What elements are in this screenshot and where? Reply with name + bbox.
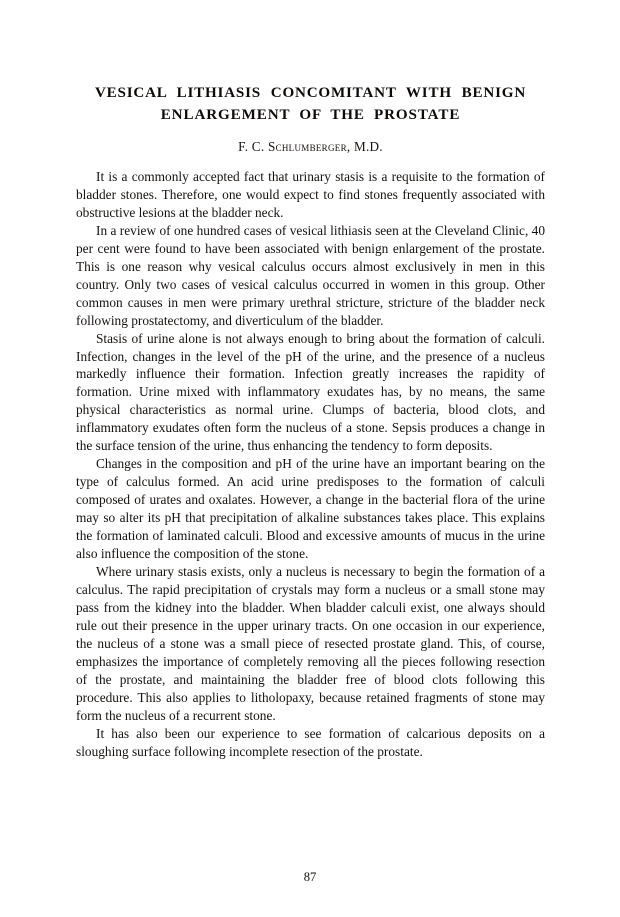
body-paragraph: It has also been our experience to see formation of calcarious deposits on a sloughing surface following incomplete resection of the prostate. [76, 725, 545, 759]
body-paragraph: Changes in the composition and pH of the urine have an important bearing on the type of calculus formed. An acid urine predisposes to the formation of calculi composed of urates and oxalates. However, a change in the bacterial flora of the urine may so alter its pH that precipitation of alkaline substances takes place. This explains the formation of laminated calculi. Blood and excessive amounts of mucus in the urine also influence the composition of the stone. [76, 456, 545, 562]
article-title-line-2: ENLARGEMENT OF THE PROSTATE [160, 106, 461, 123]
article-byline [76, 126, 545, 155]
body-paragraph: It is a commonly accepted fact that urinary stasis is a requisite to the formation of bladder stones. Therefore, one would expect to find stones frequently associated with obstructive lesions at the bladder neck. [76, 169, 545, 220]
byline-initials: F. C. [238, 139, 268, 154]
byline-surname: Schlumberger [267, 139, 347, 154]
article-title-line-1: VESICAL LITHIASIS CONCOMITANT WITH BENIGN [94, 85, 527, 101]
article-title [76, 0, 545, 126]
body-paragraph: In a review of one hundred cases of vesical lithiasis seen at the Cleveland Clinic, 40 per cent were found to have been associated with benign enlargement of the prostate. This is one reason why vesical calculus occurs almost exclusively in men in this country. Only two cases of vesical calculus occurred in women in this group. Other common causes in men were primary urethral stricture, stricture of the bladder neck following prostatectomy, and diverticulum of the bladder. [76, 222, 545, 328]
body-paragraph: Where urinary stasis exists, only a nucleus is necessary to begin the formation of a calculus. The rapid precipitation of crystals may form a nucleus or a small stone may pass from the kidney into the bladder. When bladder calculi exist, one always should rule out their presence in the upper urinary tracts. On one occasion in our experience, the nucleus of a stone was a small piece of resected prostate gland. This, of course, emphasizes the importance of completely removing all the pieces following resection of the prostate, and maintaining the bladder free of blood clots following this procedure. This also applies to litholopaxy, because retained fragments of stone may form the nucleus of a recurrent stone. [76, 563, 545, 723]
page-content-column [76, 0, 545, 760]
article-body [76, 155, 545, 760]
page-number: 87 [303, 870, 317, 884]
body-paragraph: Stasis of urine alone is not always enough to bring about the formation of calculi. Infection, changes in the level of the pH of the urine, and the presence of a nucleus markedly influence their formation. Infection greatly increases the rapidity of formation. Urine mixed with inflammatory exudates has, by no means, the same physical characteristics as normal urine. Clumps of bacteria, blood clots, and inflammatory exudates often form the nucleus of a stone. Sepsis produces a change in the surface tension of the urine, thus enhancing the tendency to form deposits. [76, 330, 545, 454]
byline-credentials: , M.D. [346, 139, 383, 154]
